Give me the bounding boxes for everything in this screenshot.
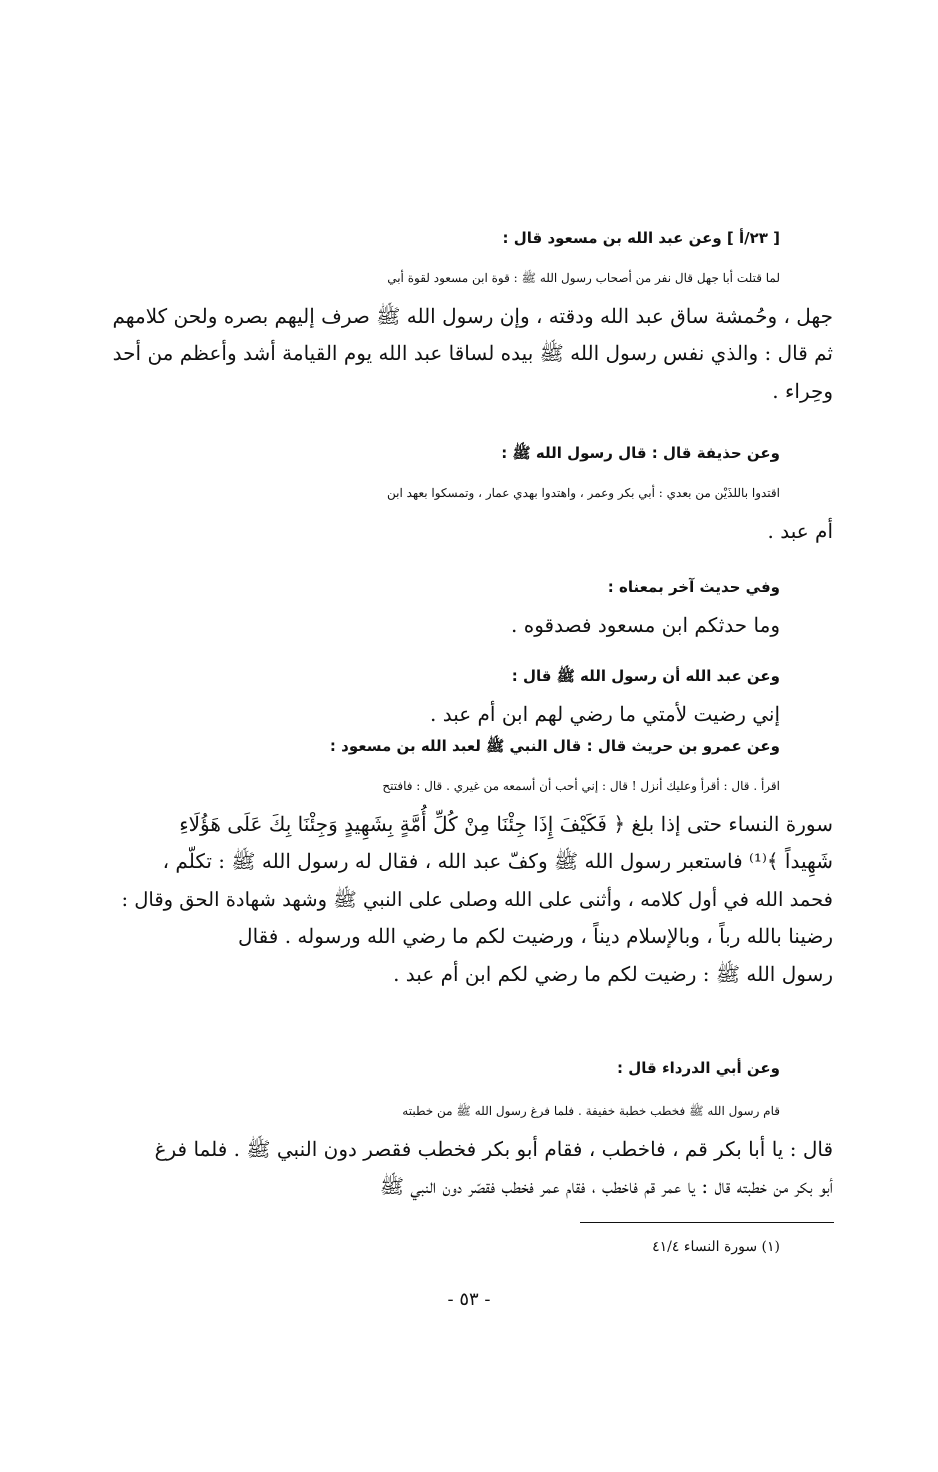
section-heading-abdullah: وعن عبد الله أن رسول الله ﷺ قال : <box>511 667 780 685</box>
text-line: جهل ، وحُمشة ساق عبد الله ودقته ، وإن رسول الله ﷺ صرف إليهم بصره ولحن كلامهم <box>112 303 833 328</box>
text-line: قام رسول الله ﷺ فخطب خطبة خفيفة . فلما فرغ رسول الله ﷺ من خطبته <box>402 1104 780 1118</box>
section-heading-hudhayfa: وعن حذيفة قال : قال رسول الله ﷺ : <box>501 444 780 462</box>
text-line: ثم قال : والذي نفس رسول الله ﷺ بيده لساقا عبد الله يوم القيامة أشد وأعظم من أحد <box>112 341 833 365</box>
section-heading-abu-darda: وعن أبي الدرداء قال : <box>617 1059 780 1077</box>
text-line: سورة النساء حتى إذا بلغ ﴿ فَكَيْفَ إِذَا جِئْنَا مِنْ كُلِّ أُمَّةٍ بِشَهِيدٍ وَجِئْنَا بِكَ عَلَى هَؤُلَاءِ <box>179 811 833 836</box>
text-line: أم عبد . <box>767 518 833 543</box>
text-line: اقرأ . قال : أقرأ وعليك أنزل ! قال : إني أحب أن أسمعه من غيري . قال : فافتتح <box>382 779 780 793</box>
text-line: أبو بكر من خطبته قال : يا عمر قم فاخطب ، فقام عمر فخطب فقصّر دون النبي ﷺ <box>379 1174 833 1198</box>
section-body-hudhayfa <box>105 475 833 550</box>
section-body-ibn-masud <box>105 260 833 410</box>
text-line: رضينا بالله رباً ، وبالإسلام ديناً ، ورضيت لكم ما رضي الله ورسوله . فقال <box>238 924 833 948</box>
footnote-separator <box>580 1222 834 1223</box>
text-line: فحمد الله في أول كلامه ، وأثنى على الله وصلى على النبي ﷺ وشهد شهادة الحق وقال : <box>121 887 833 911</box>
text-line: شَهِيداً ﴾⁽¹⁾ فاستعبر رسول الله ﷺ وكفّ عبد الله ، فقال له رسول الله ﷺ : تكلّم ، <box>162 849 833 873</box>
text-line: وحِراء . <box>772 378 833 403</box>
section-body-amr <box>105 768 833 993</box>
text-line: لما قتلت أبا جهل قال نفر من أصحاب رسول الله ﷺ : قوة ابن مسعود لقوة أبي <box>387 271 780 285</box>
section-body-abdullah: إني رضيت لأمتي ما رضي لهم ابن أم عبد . <box>430 702 780 726</box>
section-heading-amr: وعن عمرو بن حريث قال : قال النبي ﷺ لعبد الله بن مسعود : <box>329 737 780 755</box>
page-number: - ٥٣ - <box>447 1289 491 1310</box>
section-body-another-hadith: وما حدثكم ابن مسعود فصدقوه . <box>511 613 780 637</box>
text-line: رسول الله ﷺ : رضيت لكم ما رضي لكم ابن أم عبد . <box>393 961 833 986</box>
section-body-abu-darda <box>105 1093 833 1206</box>
footnote: (١) سورة النساء ٤١/٤ <box>652 1239 780 1255</box>
text-line: اقتدوا باللذَيْن من بعدي : أبي بكر وعمر ، واهتدوا بهدي عمار ، وتمسكوا بعهد ابن <box>386 486 780 500</box>
section-heading-another-hadith: وفي حديث آخر بمعناه : <box>607 578 780 596</box>
text-line: قال : يا أبا بكر قم ، فاخطب ، فقام أبو بكر فخطب فقصر دون النبي ﷺ . فلما فرغ <box>154 1136 833 1161</box>
section-heading-ibn-masud: [ ٢٣/أ ] وعن عبد الله بن مسعود قال : <box>502 229 780 247</box>
